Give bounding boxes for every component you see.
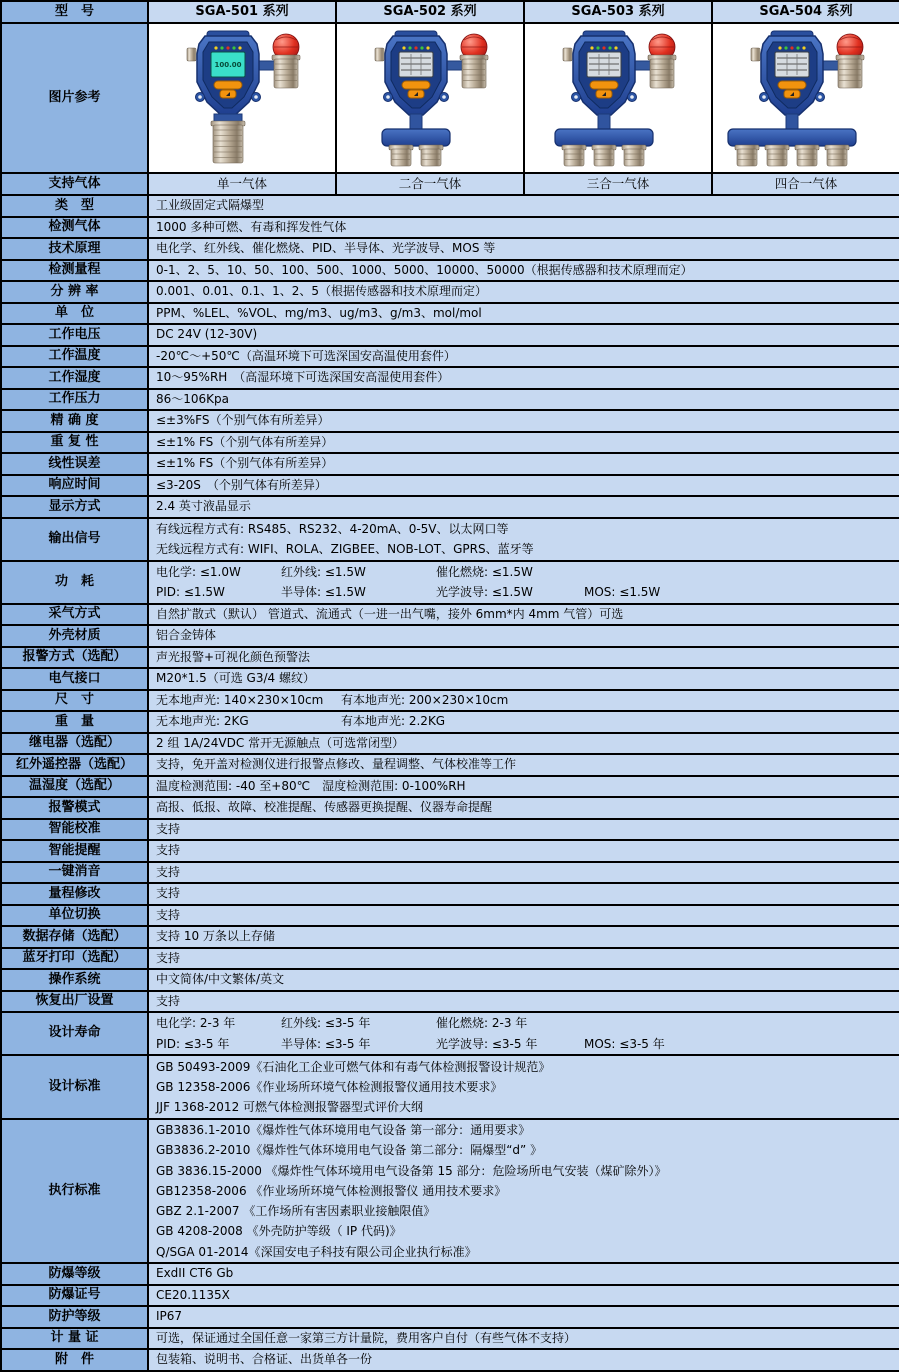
value-line: GB 50493-2009《石油化工企业可燃气体和有毒气体检测报警设计规范》 (156, 1059, 551, 1074)
row-label: 采气方式 (1, 604, 148, 626)
row-label: 工作压力 (1, 389, 148, 411)
row-value: 支持 10 万条以上存储 (148, 926, 899, 948)
value-line: Q/SGA 01-2014《深国安电子科技有限公司企业执行标准》 (156, 1244, 477, 1259)
row-label: 尺 寸 (1, 690, 148, 712)
row-value: IP67 (148, 1306, 899, 1328)
row-value: 0-1、2、5、10、50、100、500、1000、5000、10000、50000（根据传感器和技术原理而定） (148, 260, 899, 282)
row-value: 自然扩散式（默认） 管道式、流通式（一进一出气嘴，接外 6mm*内 4mm 气管）可选 (148, 604, 899, 626)
spec-row (1, 690, 899, 712)
value-grid-cell: PID: ≤3-5 年 (156, 1036, 230, 1051)
row-value: -20℃～+50℃（高温环境下可选深国安高温使用套件） (148, 346, 899, 368)
row-value: 支持 (148, 862, 899, 884)
row-value: 电化学、红外线、催化燃烧、PID、半导体、光学波导、MOS 等 (148, 238, 899, 260)
gas-detector-image-sga-504 (717, 25, 895, 167)
value-grid-row (156, 1013, 892, 1034)
value-line: 无线远程方式有: WIFI、ROLA、ZIGBEE、NOB-LOT、GPRS、蓝牙等 (156, 542, 534, 556)
row-label: 分 辨 率 (1, 281, 148, 303)
value-grid-cell: 红外线: ≤1.5W (281, 564, 366, 579)
row-label: 一键消音 (1, 862, 148, 884)
gas-type-4in1: 四合一气体 (712, 173, 899, 195)
row-label: 单 位 (1, 303, 148, 325)
row-label: 防爆证号 (1, 1285, 148, 1307)
spec-row (1, 1055, 899, 1119)
row-value: 温度检测范围: -40 至+80℃ 湿度检测范围: 0-100%RH (148, 776, 899, 798)
value-line: GB3836.2-2010《爆炸性气体环境用电气设备 第二部分：隔爆型“d” 》 (156, 1143, 543, 1158)
model-name-sga-503: SGA-503 系列 (524, 1, 712, 23)
row-value: 支持 (148, 948, 899, 970)
gas-detector-image-sga-502 (341, 25, 519, 167)
value-line: 有线远程方式有: RS485、RS232、4-20mA、0-5V、以太网口等 (156, 521, 509, 536)
spec-row (1, 238, 899, 260)
spec-row (1, 324, 899, 346)
row-value: ≤3-20S （个别气体有所差异） (148, 475, 899, 497)
value-grid-cell (584, 1013, 892, 1034)
value-grid-cell: 半导体: ≤3-5 年 (281, 1036, 371, 1051)
value-grid-cell: 催化燃烧: ≤1.5W (436, 564, 533, 579)
row-label: 恢复出厂设置 (1, 991, 148, 1013)
row-value: 2 组 1A/24VDC 常开无源触点（可选常闭型） (148, 733, 899, 755)
gas-type-3in1: 三合一气体 (524, 173, 712, 195)
row-label: 附 件 (1, 1349, 148, 1371)
row-label: 报警方式（选配） (1, 647, 148, 669)
row-label: 技术原理 (1, 238, 148, 260)
model-name-sga-501: SGA-501 系列 (148, 1, 336, 23)
row-value: 86～106Kpa (148, 389, 899, 411)
row-value: 2.4 英寸液晶显示 (148, 496, 899, 518)
value-grid-cell: PID: ≤1.5W (156, 585, 225, 599)
gas-detector-image-sga-503 (529, 25, 707, 167)
spec-row (1, 905, 899, 927)
row-label: 计 量 证 (1, 1328, 148, 1350)
spec-row (1, 367, 899, 389)
row-label: 显示方式 (1, 496, 148, 518)
row-value: DC 24V (12-30V) (148, 324, 899, 346)
row-label: 响应时间 (1, 475, 148, 497)
spec-row (1, 797, 899, 819)
spec-row (1, 926, 899, 948)
row-value: 1000 多种可燃、有毒和挥发性气体 (148, 217, 899, 239)
value-columns (156, 714, 892, 729)
row-label: 设计标准 (1, 1055, 148, 1119)
value-grid-cell: 电化学: 2-3 年 (156, 1016, 236, 1030)
row-label: 重 量 (1, 711, 148, 733)
row-value (148, 1119, 899, 1263)
value-line: GB 3836.15-2000 《爆炸性气体环境用电气设备第 15 部分：危险场所电气安装（煤矿除外）》 (156, 1163, 667, 1178)
row-value: 支持 (148, 819, 899, 841)
spec-row (1, 883, 899, 905)
row-value: 可选，保证通过全国任意一家第三方计量院，费用客户自付（有些气体不支持） (148, 1328, 899, 1350)
spec-row (1, 1328, 899, 1350)
row-value: 中文简体/中文繁体/英文 (148, 969, 899, 991)
gas-type-single: 单一气体 (148, 173, 336, 195)
row-value: 10～95%RH （高湿环境下可选深国安高湿使用套件） (148, 367, 899, 389)
value-grid-cell: MOS: ≤3-5 年 (584, 1036, 665, 1051)
spec-row (1, 260, 899, 282)
row-value: 声光报警+可视化颜色预警法 (148, 647, 899, 669)
spec-row (1, 561, 899, 604)
spec-row (1, 604, 899, 626)
value-grid-row (156, 1034, 892, 1055)
row-label: 报警模式 (1, 797, 148, 819)
spec-row (1, 281, 899, 303)
spec-row (1, 453, 899, 475)
row-value (148, 561, 899, 604)
row-label: 工作温度 (1, 346, 148, 368)
spec-row (1, 733, 899, 755)
row-value: 支持 (148, 840, 899, 862)
value-column-cell: 无本地声光: 140×230×10cm (156, 692, 324, 707)
spec-row (1, 1285, 899, 1307)
row-value: ≤±1% FS（个别气体有所差异） (148, 432, 899, 454)
row-label-image: 图片参考 (1, 23, 148, 173)
row-value: M20*1.5（可选 G3/4 螺纹） (148, 668, 899, 690)
value-grid-row (156, 562, 892, 583)
row-value (148, 690, 899, 712)
row-value: 支持 (148, 883, 899, 905)
spec-row (1, 711, 899, 733)
spec-row (1, 840, 899, 862)
spec-row (1, 475, 899, 497)
row-value: 支持 (148, 991, 899, 1013)
spec-row (1, 389, 899, 411)
row-label: 线性误差 (1, 453, 148, 475)
row-label: 防护等级 (1, 1306, 148, 1328)
value-column-cell: 有本地声光: 200×230×10cm (341, 692, 509, 707)
spec-row (1, 862, 899, 884)
row-value: CE20.1135X (148, 1285, 899, 1307)
gas-type-2in1: 二合一气体 (336, 173, 524, 195)
row-value: 包装箱、说明书、合格证、出货单各一份 (148, 1349, 899, 1371)
row-value: 高报、低报、故障、校准提醒、传感器更换提醒、仪器寿命提醒 (148, 797, 899, 819)
row-label: 防爆等级 (1, 1263, 148, 1285)
spec-row (1, 217, 899, 239)
spec-row (1, 496, 899, 518)
value-grid-row (156, 582, 892, 603)
row-label: 智能校准 (1, 819, 148, 841)
row-label: 设计寿命 (1, 1012, 148, 1055)
image-reference-row (1, 23, 899, 173)
value-grid-cell: MOS: ≤1.5W (584, 585, 661, 599)
model-name-sga-504: SGA-504 系列 (712, 1, 899, 23)
value-grid-cell: 催化燃烧: 2-3 年 (436, 1016, 528, 1030)
spec-row (1, 647, 899, 669)
row-label: 执行标准 (1, 1119, 148, 1263)
row-label: 蓝牙打印（选配） (1, 948, 148, 970)
row-value: ≤±3%FS（个别气体有所差异） (148, 410, 899, 432)
spec-row (1, 969, 899, 991)
row-label-model: 型 号 (1, 1, 148, 23)
row-value: PPM、%LEL、%VOL、mg/m3、ug/m3、g/m3、mol/mol (148, 303, 899, 325)
row-value: 支持 (148, 905, 899, 927)
svg-text:100.00: 100.00 (214, 61, 242, 69)
gas-detector-image-sga-501 (153, 25, 331, 167)
row-label: 单位切换 (1, 905, 148, 927)
row-label: 工作电压 (1, 324, 148, 346)
spec-row (1, 1012, 899, 1055)
row-value (148, 518, 899, 561)
value-grid-cell: 光学波导: ≤3-5 年 (436, 1036, 538, 1051)
spec-row (1, 195, 899, 217)
spec-row (1, 1306, 899, 1328)
row-label: 检测气体 (1, 217, 148, 239)
row-value: ≤±1% FS（个别气体有所差异） (148, 453, 899, 475)
supported-gas-row (1, 173, 899, 195)
value-grid-cell: 电化学: ≤1.0W (156, 564, 241, 579)
row-value: 铝合金铸体 (148, 625, 899, 647)
spec-row (1, 410, 899, 432)
value-line: GBZ 2.1-2007 《工作场所有害因素职业接触限值》 (156, 1204, 436, 1219)
row-value: 0.001、0.01、0.1、1、2、5（根据传感器和技术原理而定） (148, 281, 899, 303)
value-column-cell: 有本地声光: 2.2KG (341, 714, 446, 729)
row-label: 工作湿度 (1, 367, 148, 389)
spec-row (1, 948, 899, 970)
row-label: 电气接口 (1, 668, 148, 690)
value-line: GB3836.1-2010《爆炸性气体环境用电气设备 第一部分：通用要求》 (156, 1123, 531, 1137)
row-value: 工业级固定式隔爆型 (148, 195, 899, 217)
spec-row (1, 518, 899, 561)
value-line: JJF 1368-2012 可燃气体检测报警器型式评价大纲 (156, 1100, 424, 1115)
spec-row (1, 625, 899, 647)
model-name-sga-502: SGA-502 系列 (336, 1, 524, 23)
spec-row (1, 346, 899, 368)
model-header-row (1, 1, 899, 23)
spec-row (1, 1119, 899, 1263)
spec-row (1, 1263, 899, 1285)
value-grid-cell: 红外线: ≤3-5 年 (281, 1016, 371, 1030)
row-label-gas: 支持气体 (1, 173, 148, 195)
row-label: 重 复 性 (1, 432, 148, 454)
row-label: 继电器（选配） (1, 733, 148, 755)
row-label: 红外遥控器（选配） (1, 754, 148, 776)
spec-row (1, 1349, 899, 1371)
row-label: 操作系统 (1, 969, 148, 991)
spec-row (1, 991, 899, 1013)
row-label: 数据存储（选配） (1, 926, 148, 948)
row-label: 温湿度（选配） (1, 776, 148, 798)
value-grid-cell (584, 562, 892, 583)
value-column-cell: 无本地声光: 2KG (156, 714, 249, 729)
value-grid-cell: 光学波导: ≤1.5W (436, 585, 533, 599)
spec-row (1, 776, 899, 798)
value-columns (156, 693, 892, 708)
spec-row (1, 754, 899, 776)
row-label: 类 型 (1, 195, 148, 217)
row-label: 精 确 度 (1, 410, 148, 432)
row-value (148, 711, 899, 733)
row-value (148, 1012, 899, 1055)
row-value: ExdII CT6 Gb (148, 1263, 899, 1285)
spec-row (1, 303, 899, 325)
value-grid-cell: 半导体: ≤1.5W (281, 585, 366, 599)
spec-row (1, 668, 899, 690)
value-line: GB12358-2006 《作业场所环境气体检测报警仪 通用技术要求》 (156, 1183, 507, 1198)
value-line: GB 12358-2006《作业场所环境气体检测报警仪通用技术要求》 (156, 1079, 503, 1094)
row-value: 支持，免开盖对检测仪进行报警点修改、量程调整、气体校准等工作 (148, 754, 899, 776)
row-label: 输出信号 (1, 518, 148, 561)
row-value (148, 1055, 899, 1119)
row-label: 功 耗 (1, 561, 148, 604)
row-label: 智能提醒 (1, 840, 148, 862)
spec-row (1, 819, 899, 841)
row-label: 检测量程 (1, 260, 148, 282)
row-label: 量程修改 (1, 883, 148, 905)
value-line: GB 4208-2008 《外壳防护等级（ IP 代码)》 (156, 1224, 402, 1239)
row-label: 外壳材质 (1, 625, 148, 647)
spec-row (1, 432, 899, 454)
